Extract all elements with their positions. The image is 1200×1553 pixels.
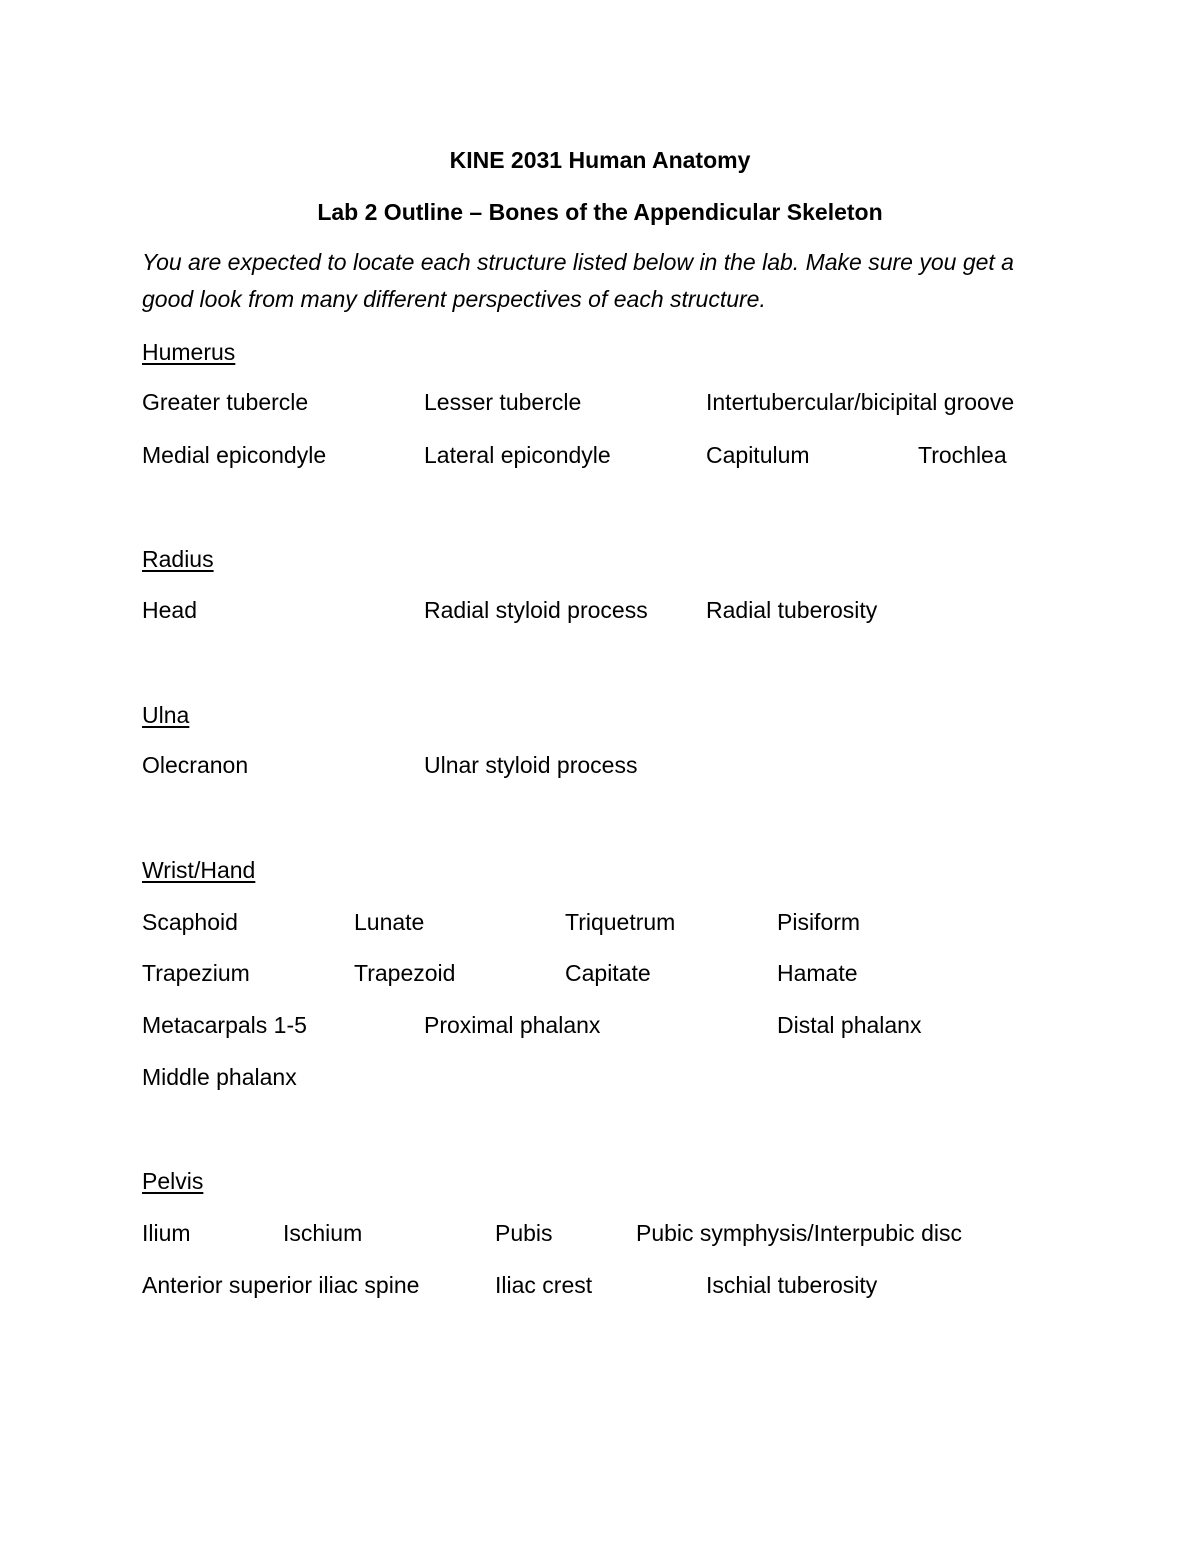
structure-item: Medial epicondyle bbox=[142, 442, 327, 468]
structure-item: Lesser tubercle bbox=[424, 389, 582, 415]
structure-item: Distal phalanx bbox=[777, 1012, 922, 1038]
structure-item: Lateral epicondyle bbox=[424, 442, 611, 468]
structure-item: Olecranon bbox=[142, 752, 249, 778]
section-heading-pelvis: Pelvis bbox=[142, 1168, 204, 1194]
section-heading-radius: Radius bbox=[142, 546, 214, 572]
course-title: KINE 2031 Human Anatomy bbox=[449, 147, 751, 173]
structure-item: Scaphoid bbox=[142, 909, 238, 935]
structure-item: Ulnar styloid process bbox=[424, 752, 638, 778]
structure-item: Trapezoid bbox=[354, 960, 456, 986]
structure-item: Anterior superior iliac spine bbox=[142, 1272, 420, 1298]
section-heading-wrist-hand: Wrist/Hand bbox=[142, 857, 256, 883]
structure-item: Greater tubercle bbox=[142, 389, 309, 415]
structure-item: Ischium bbox=[283, 1220, 363, 1246]
structure-item: Intertubercular/bicipital groove bbox=[706, 389, 1015, 415]
section-heading-ulna: Ulna bbox=[142, 702, 190, 728]
structure-item: Capitulum bbox=[706, 442, 810, 468]
structure-item: Radial styloid process bbox=[424, 597, 648, 623]
structure-item: Radial tuberosity bbox=[706, 597, 878, 623]
structure-item: Middle phalanx bbox=[142, 1064, 297, 1090]
structure-item: Proximal phalanx bbox=[424, 1012, 601, 1038]
section-heading-humerus: Humerus bbox=[142, 339, 236, 365]
structure-item: Pisiform bbox=[777, 909, 861, 935]
structure-item: Pubis bbox=[495, 1220, 553, 1246]
structure-item: Trochlea bbox=[918, 442, 1007, 468]
structure-item: Capitate bbox=[565, 960, 651, 986]
structure-item: Hamate bbox=[777, 960, 858, 986]
structure-item: Iliac crest bbox=[495, 1272, 593, 1298]
structure-item: Triquetrum bbox=[565, 909, 676, 935]
structure-item: Metacarpals 1-5 bbox=[142, 1012, 307, 1038]
lab-title: Lab 2 Outline – Bones of the Appendicular Skeleton bbox=[317, 199, 883, 225]
instructions-text: You are expected to locate each structure listed below in the lab. Make sure you get a good look from many different perspectives of each structure. bbox=[142, 249, 1014, 312]
structure-item: Ischial tuberosity bbox=[706, 1272, 878, 1298]
structure-item: Trapezium bbox=[142, 960, 250, 986]
structure-item: Ilium bbox=[142, 1220, 191, 1246]
structure-item: Pubic symphysis/Interpubic disc bbox=[636, 1220, 962, 1246]
structure-item: Lunate bbox=[354, 909, 425, 935]
structure-item: Head bbox=[142, 597, 197, 623]
